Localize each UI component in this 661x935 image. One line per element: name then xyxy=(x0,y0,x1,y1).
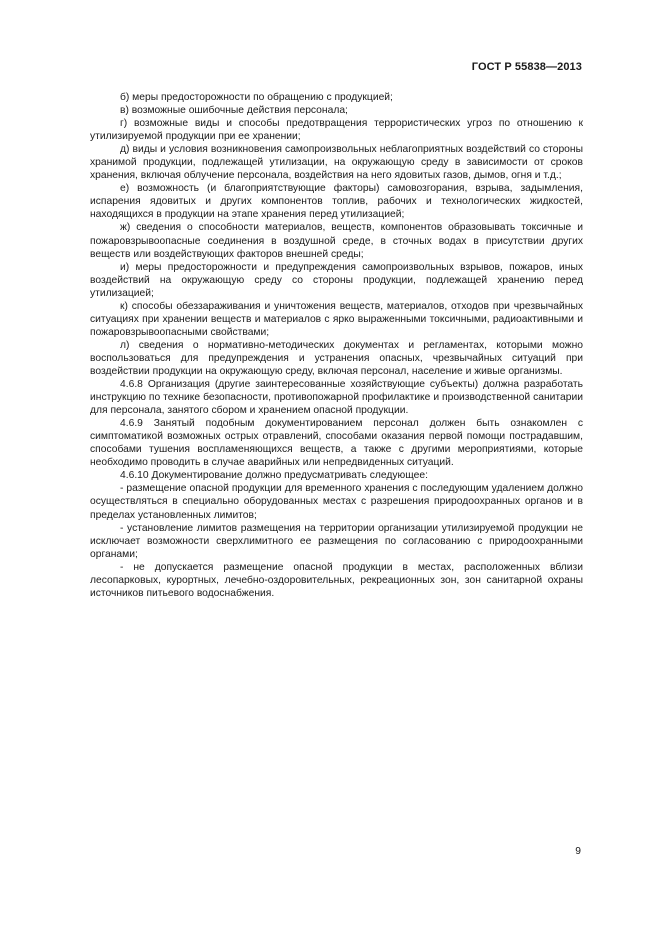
section-paragraph: 4.6.9 Занятый подобным документированием персонал должен быть ознакомлен с симптоматикой возможных острых отравлений, способами оказания первой помощи пострадавшим, способами тушения воспламеняющихся веществ, а также с другими мероприятиями, которые необходимо проводить в случае аварийных или непредвиденных ситуаций. xyxy=(90,418,583,469)
list-item: - не допускается размещение опасной продукции в местах, расположенных вблизи лесопарковых, курортных, лечебно-оздоровительных, рекреационных зон, зон санитарной охраны источников питьевого водоснабжения. xyxy=(90,561,583,599)
paragraph: е) возможность (и благоприятствующие факторы) самовозгорания, взрыва, задымления, испарения ядовитых и других компонентов топлив, рабочих и технологических жидкостей, находящихся в продукции на этапе хранения перед утилизацией; xyxy=(90,183,583,221)
list-item: - размещение опасной продукции для временного хранения с последующим удалением должно осуществляться в специально оборудованных местах с разрешения природоохранных органов и в пределах установленных лимитов; xyxy=(90,483,583,521)
paragraph: б) меры предосторожности по обращению с продукцией; xyxy=(120,92,393,103)
section-paragraph: 4.6.8 Организация (другие заинтересованные хозяйствующие субъекты) должна разработать инструкцию по технике безопасности, противопожарной профилактике и производственной санитарии для персонала, занятого сбором и хранением опасной продукции. xyxy=(90,379,583,417)
document-body xyxy=(90,91,583,600)
paragraph: ж) сведения о способности материалов, веществ, компонентов образовывать токсичные и пожаровзрывоопасные соединения в воздушной среде, в сточных водах в присутствии других веществ или воздействующих факторов внешней среды; xyxy=(90,222,583,260)
paragraph: л) сведения о нормативно-методических документах и регламентах, которыми можно воспользоваться для предупреждения и устранения опасных, чрезвычайных ситуаций при воздействии продукции на окружающую среду, включая персонал, население и живые организмы. xyxy=(90,339,583,377)
page-number: 9 xyxy=(575,846,581,857)
standard-header: ГОСТ Р 55838—2013 xyxy=(471,61,582,73)
paragraph: к) способы обеззараживания и уничтожения веществ, материалов, отходов при чрезвычайных ситуациях при хранении веществ и материалов с ярко выраженными токсичными, радиоактивными и пожаровзрывоопасными свойствами; xyxy=(90,300,583,338)
paragraph: г) возможные виды и способы предотвращения террористических угроз по отношению к утилизируемой продукции при ее хранении; xyxy=(90,118,583,143)
paragraph: и) меры предосторожности и предупреждения самопроизвольных взрывов, пожаров, иных воздействий на окружающую среду со стороны продукции, подлежащей хранению перед утилизацией; xyxy=(90,261,583,299)
list-item: - установление лимитов размещения на территории организации утилизируемой продукции не исключает возможности сверхлимитного ее размещения по согласованию с природоохранными органами; xyxy=(90,522,583,560)
paragraph: в) возможные ошибочные действия персонала; xyxy=(120,105,348,117)
section-paragraph: 4.6.10 Документирование должно предусматривать следующее: xyxy=(120,470,428,482)
paragraph: д) виды и условия возникновения самопроизвольных неблагоприятных воздействий со стороны хранимой продукции, подлежащей утилизации, на окружающую среду в зависимости от сроков хранения, включая облучение персонала, воздействия на него ядовитых газов, дымов, огня и т.д.; xyxy=(90,144,583,182)
